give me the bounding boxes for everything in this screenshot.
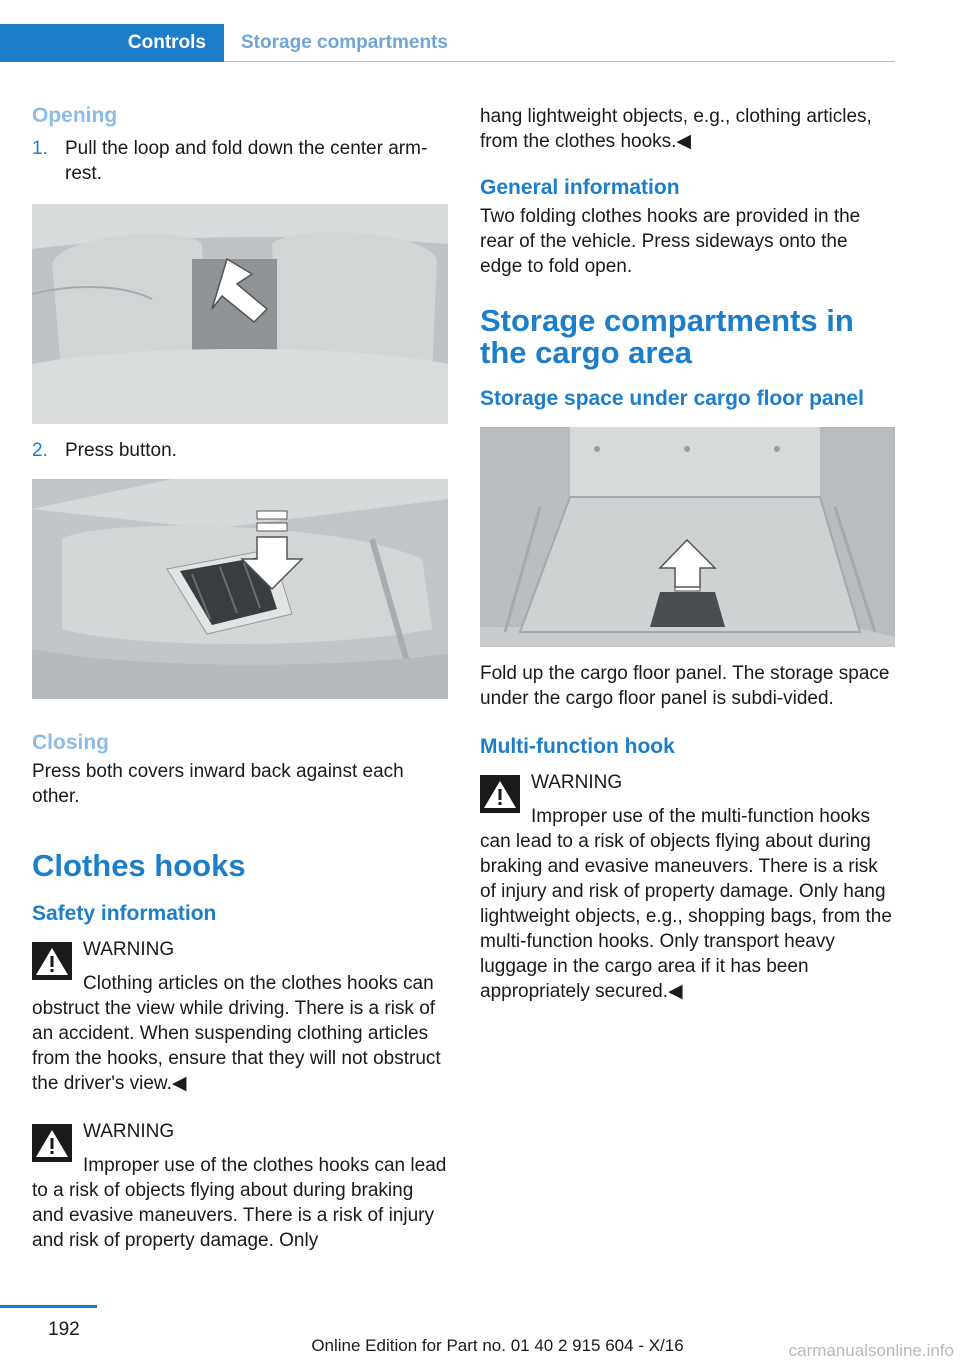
warning-2-text: Improper use of the clothes hooks can lead to a risk of objects flying about during braking and evasive maneuvers. There is a risk of injury and risk of property damage. Only: [32, 1155, 447, 1251]
general-information-text: Two folding clothes hooks are provided in the rear of the vehicle. Press sideways onto the edge to fold open.: [480, 206, 861, 277]
multi-function-hook-heading: Multi-function hook: [480, 735, 675, 758]
warning-block-2: [32, 1118, 448, 1253]
edition-footer: Online Edition for Part no. 01 40 2 915 604 - X/16: [311, 1336, 684, 1355]
closing-text: Press both covers inward back against each other.: [32, 761, 404, 807]
warning-triangle-icon: [32, 1124, 72, 1162]
warning-3-label: WARNING: [531, 772, 623, 793]
step-2-number: 2.: [32, 440, 48, 461]
warning-1-text: Clothing articles on the clothes hooks can obstruct the view while driving. There is a risk of an accident. When suspending clothing articles from the hooks, ensure that they will not obstruct the driver's view.◀: [32, 973, 441, 1094]
armrest-fold-illustration: [32, 204, 448, 424]
step-1-text: Pull the loop and fold down the center arm‐rest.: [65, 138, 428, 184]
under-floor-text: Fold up the cargo floor panel. The storage space under the cargo floor panel is subdi‐vided.: [480, 663, 890, 709]
warning-triangle-icon: [32, 942, 72, 980]
warning-2-label: WARNING: [83, 1121, 175, 1142]
page-header: [0, 24, 895, 62]
page-number: 192: [48, 1319, 80, 1340]
watermark: carmanualsonline.info: [788, 1341, 954, 1360]
warning-3-text: Improper use of the multi-function hooks can lead to a risk of objects flying about during braking and evasive maneuvers. There is a risk of injury and risk of property damage. Only hang lightweight objects, e.g., shopping bags, from the multi-function hooks. Only transport heavy luggage in the cargo area if it has been appropriately secured.◀: [480, 806, 892, 1002]
section-tab: Controls: [0, 24, 224, 62]
general-information-heading: General information: [480, 176, 680, 199]
warning-1-label: WARNING: [83, 939, 175, 960]
warning-triangle-icon: [480, 775, 520, 813]
step-1-number: 1.: [32, 138, 48, 159]
warning-block-1: [32, 936, 448, 1096]
step-1: [32, 136, 448, 186]
clothes-hooks-heading: Clothes hooks: [32, 848, 246, 883]
storage-cargo-heading: Storage compartments in the cargo area: [480, 303, 854, 370]
header-rule: [224, 61, 895, 62]
right-column: [480, 100, 895, 1004]
under-floor-heading: Storage space under cargo floor panel: [480, 387, 864, 410]
closing-heading: Closing: [32, 731, 109, 754]
clothes-hooks-continued-text: hang lightweight objects, e.g., clothing articles, from the clothes hooks.◀: [480, 106, 872, 152]
opening-heading: Opening: [32, 104, 118, 127]
safety-information-heading: Safety information: [32, 902, 217, 925]
step-2: [32, 438, 448, 463]
warning-block-3: [480, 769, 895, 1004]
armrest-button-illustration: [32, 479, 448, 699]
cargo-floor-illustration: [480, 427, 895, 647]
left-column: [32, 100, 448, 1253]
footer-rule: [0, 1305, 97, 1308]
step-2-text: Press button.: [65, 440, 177, 461]
subsection-tab: Storage compartments: [241, 32, 448, 53]
